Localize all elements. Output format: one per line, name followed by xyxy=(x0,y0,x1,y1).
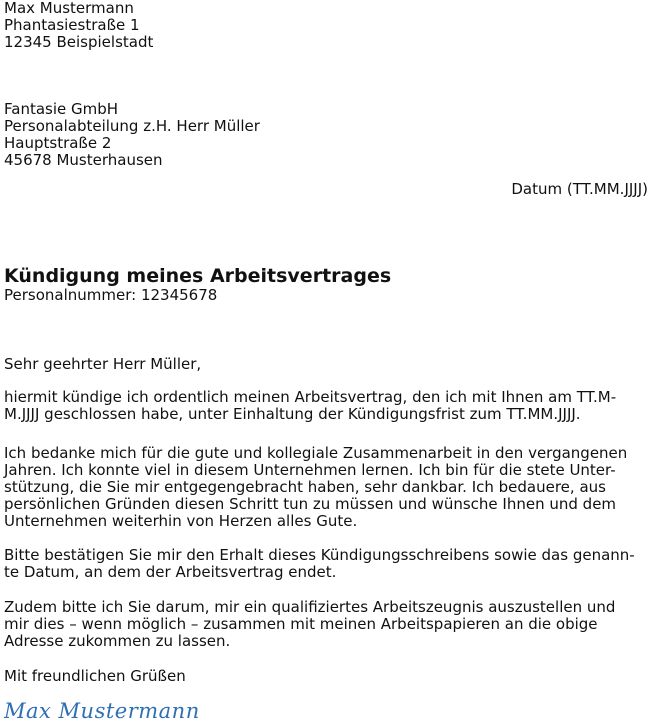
paragraph-line: Bitte bestätigen Sie mir den Erhalt dieses Kündigungsschreibens sowie das genann- xyxy=(4,546,635,564)
paragraph-line: M.JJJJ geschlossen habe, unter Einhaltung der Kündigungsfrist zum TT.MM.JJJJ. xyxy=(4,405,581,423)
paragraph-line: Adresse zukommen zu lassen. xyxy=(4,632,231,650)
recipient-department: Personalabteilung z.H. Herr Müller xyxy=(4,117,260,135)
subject-title: Kündigung meines Arbeitsvertrages xyxy=(4,265,392,287)
handwritten-signature: Max Mustermann xyxy=(4,699,200,723)
paragraph-confirmation xyxy=(4,547,648,581)
recipient-street: Hauptstraße 2 xyxy=(4,134,112,152)
recipient-address xyxy=(4,101,260,169)
letter-date: Datum (TT.MM.JJJJ) xyxy=(511,180,648,198)
paragraph-line: Ich bedanke mich für die gute und kollegiale Zusammenarbeit in den vergangenen xyxy=(4,444,628,462)
paragraph-line: mir dies – wenn möglich – zusammen mit meinen Arbeitspapieren an die obige xyxy=(4,615,598,633)
sender-street: Phantasiestraße 1 xyxy=(4,16,140,34)
closing-text: Mit freundlichen Grüßen xyxy=(4,667,186,685)
paragraph-line: Zudem bitte ich Sie darum, mir ein qualifiziertes Arbeitszeugnis auszustellen und xyxy=(4,598,616,616)
paragraph-line: te Datum, an dem der Arbeitsvertrag endet. xyxy=(4,563,337,581)
paragraph-reference xyxy=(4,599,648,650)
paragraph-line: Unternehmen weiterhin von Herzen alles Gute. xyxy=(4,512,358,530)
paragraph-line: stützung, die Sie mir entgegengebracht haben, sehr dankbar. Ich bedauere, aus xyxy=(4,478,606,496)
paragraph-line: hiermit kündige ich ordentlich meinen Arbeitsvertrag, den ich mit Ihnen am TT.M- xyxy=(4,388,617,406)
recipient-company: Fantasie GmbH xyxy=(4,100,119,118)
personnel-number: Personalnummer: 12345678 xyxy=(4,286,218,304)
salutation-text: Sehr geehrter Herr Müller, xyxy=(4,355,202,373)
sender-city: 12345 Beispielstadt xyxy=(4,33,154,51)
paragraph-line: Jahren. Ich konnte viel in diesem Unternehmen lernen. Ich bin für die stete Unter- xyxy=(4,461,616,479)
closing xyxy=(4,668,648,685)
recipient-city: 45678 Musterhausen xyxy=(4,151,163,169)
subject-block xyxy=(4,265,391,303)
paragraph-notice xyxy=(4,389,648,423)
salutation xyxy=(4,356,648,373)
paragraph-thanks xyxy=(4,445,648,530)
paragraph-line: persönlichen Gründen diesen Schritt tun zu müssen und wünsche Ihnen und dem xyxy=(4,495,617,513)
sender-address xyxy=(4,0,153,51)
sender-name: Max Mustermann xyxy=(4,0,134,17)
